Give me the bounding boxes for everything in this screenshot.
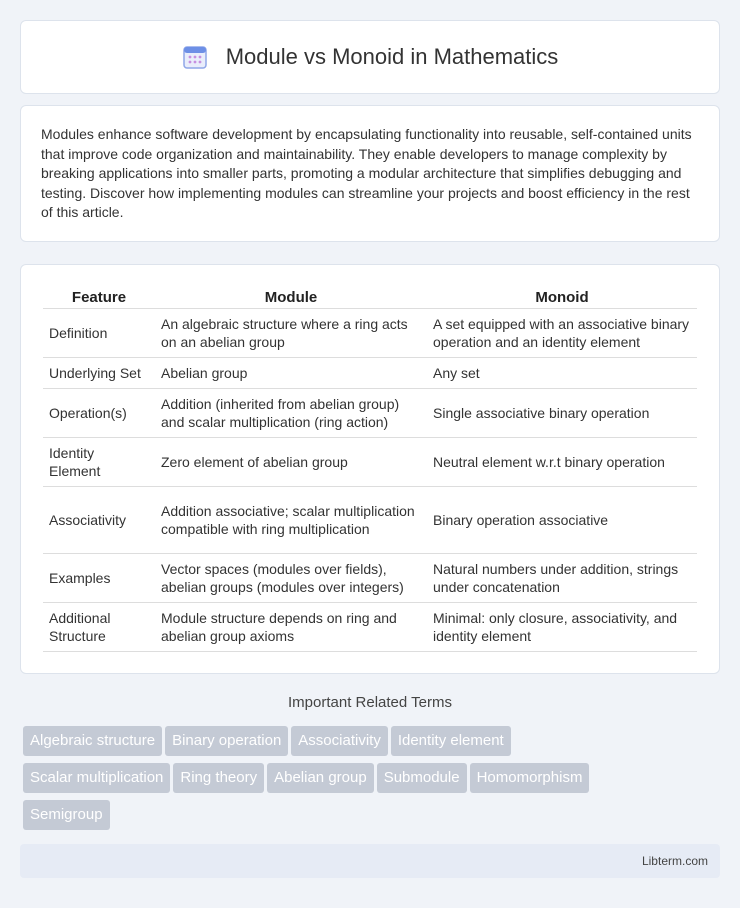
table-header-row (43, 287, 697, 309)
table-row (43, 389, 697, 438)
monoid-cell: Binary operation associative (427, 487, 697, 554)
related-terms-title: Important Related Terms (288, 694, 452, 711)
feature-cell: Identity Element (43, 438, 155, 487)
feature-cell: Examples (43, 554, 155, 603)
module-cell: Vector spaces (modules over fields), abelian groups (modules over integers) (155, 554, 427, 603)
monoid-cell: A set equipped with an associative binary operation and an identity element (427, 309, 697, 358)
feature-cell: Underlying Set (43, 358, 155, 389)
table-row (43, 554, 697, 603)
monoid-cell: Any set (427, 358, 697, 389)
intro-card (20, 105, 720, 242)
tag-associativity[interactable]: Associativity (291, 726, 388, 756)
feature-cell: Additional Structure (43, 603, 155, 652)
module-cell: Abelian group (155, 358, 427, 389)
table-row (43, 487, 697, 554)
table-row (43, 438, 697, 487)
calendar-icon (182, 44, 208, 70)
table-row (43, 309, 697, 358)
table-row (43, 358, 697, 389)
header-card (20, 20, 720, 94)
tag-homomorphism[interactable]: Homomorphism (470, 763, 590, 793)
tag-ring-theory[interactable]: Ring theory (173, 763, 264, 793)
header-module: Module (155, 287, 427, 309)
footer-site-link[interactable]: Libterm.com (641, 854, 708, 868)
page-title: Module vs Monoid in Mathematics (225, 44, 559, 69)
header-feature: Feature (43, 287, 155, 309)
module-cell: Zero element of abelian group (155, 438, 427, 487)
tag-submodule[interactable]: Submodule (377, 763, 467, 793)
feature-cell: Operation(s) (43, 389, 155, 438)
tag-binary-operation[interactable]: Binary operation (165, 726, 288, 756)
comparison-table (43, 287, 697, 652)
feature-cell: Definition (43, 309, 155, 358)
module-cell: Addition (inherited from abelian group) and scalar multiplication (ring action) (155, 389, 427, 438)
related-terms-list (23, 726, 723, 837)
intro-text: Modules enhance software development by encapsulating functionality into reusable, self-contained units that improve code organization and maintainability. They enable developers to manage complexity by breaking applications into smaller parts, promoting a modular architecture that simplifies debugging and testing. Discover how implementing modules can streamline your projects and boost efficiency in the rest of this article. (41, 126, 692, 221)
module-cell: An algebraic structure where a ring acts on an abelian group (155, 309, 427, 358)
header-monoid: Monoid (427, 287, 697, 309)
module-cell: Module structure depends on ring and abelian group axioms (155, 603, 427, 652)
monoid-cell: Minimal: only closure, associativity, and identity element (427, 603, 697, 652)
tag-identity-element[interactable]: Identity element (391, 726, 511, 756)
tag-semigroup[interactable]: Semigroup (23, 800, 110, 830)
footer (20, 844, 720, 878)
comparison-table-card (20, 264, 720, 674)
tag-abelian-group[interactable]: Abelian group (267, 763, 374, 793)
table-row (43, 603, 697, 652)
tag-algebraic-structure[interactable]: Algebraic structure (23, 726, 162, 756)
feature-cell: Associativity (43, 487, 155, 554)
monoid-cell: Natural numbers under addition, strings under concatenation (427, 554, 697, 603)
monoid-cell: Neutral element w.r.t binary operation (427, 438, 697, 487)
tag-scalar-multiplication[interactable]: Scalar multiplication (23, 763, 170, 793)
module-cell: Addition associative; scalar multiplication compatible with ring multiplication (155, 487, 427, 554)
monoid-cell: Single associative binary operation (427, 389, 697, 438)
